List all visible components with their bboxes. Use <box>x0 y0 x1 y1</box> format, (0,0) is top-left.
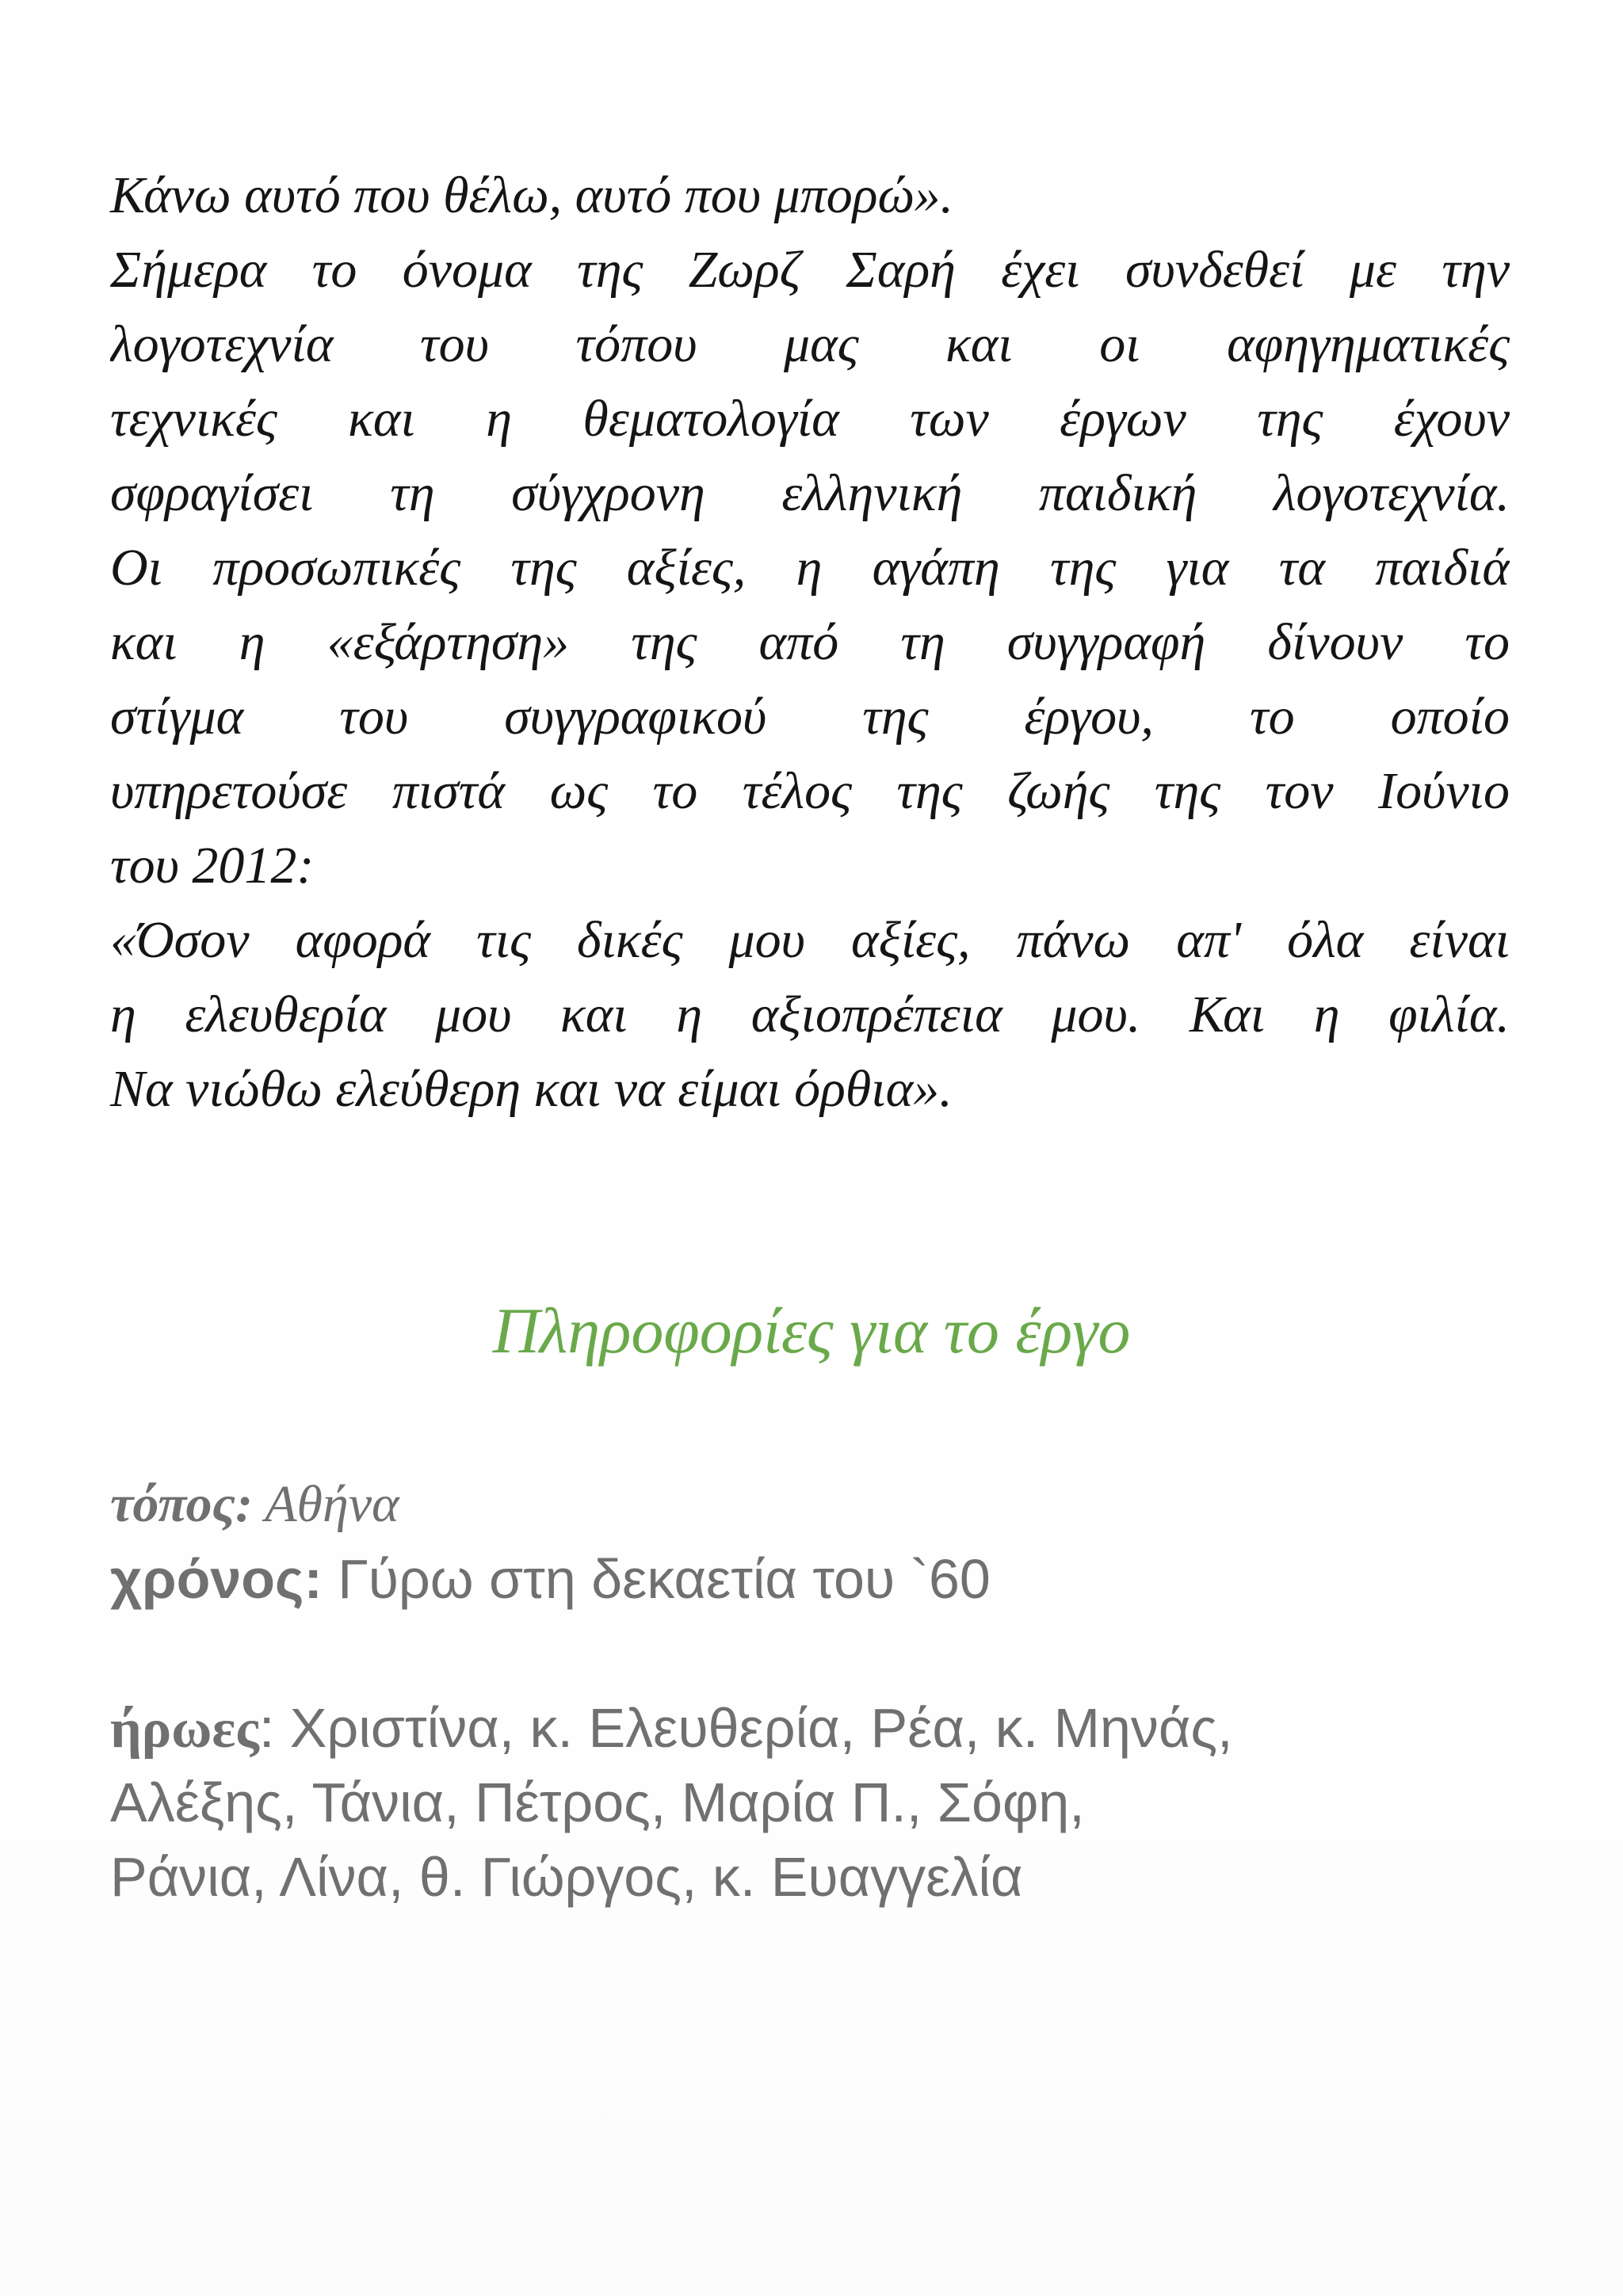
time-value: Γύρω στη δεκαετία του `60 <box>322 1548 991 1610</box>
body-line: λογοτεχνία του τόπου μας και οι αφηγηματικές <box>110 315 1510 373</box>
body-line: στίγμα του συγγραφικού της έργου, το οποίο <box>110 688 1510 746</box>
heroes-label: ήρωες <box>110 1699 259 1760</box>
heroes-line <box>110 1691 1537 1765</box>
place-value: Αθήνα <box>252 1475 399 1533</box>
body-line: και η «εξάρτηση» της από τη συγγραφή δίνουν το <box>110 613 1510 671</box>
heroes-names: : Χριστίνα, κ. Ελευθερία, Ρέα, κ. Μηνάς, <box>258 1697 1233 1759</box>
time-label: χρόνος: <box>110 1548 323 1610</box>
body-line: η ελευθερία μου και η αξιοπρέπεια μου. Και η φιλία. <box>110 986 1510 1043</box>
body-line: υπηρετούσε πιστά ως το τέλος της ζωής της τον Ιούνιο <box>110 762 1510 820</box>
heroes-line: Ράνια, Λίνα, θ. Γιώργος, κ. Ευαγγελία <box>110 1846 1023 1908</box>
body-line: σφραγίσει τη σύγχρονη ελληνική παιδική λογοτεχνία. <box>110 464 1510 522</box>
heroes-line: Αλέξης, Τάνια, Πέτρος, Μαρία Π., Σόφη, <box>110 1772 1085 1833</box>
time-row <box>110 1542 1537 1616</box>
place-label: τόπος: <box>110 1475 253 1533</box>
body-line: του 2012: <box>110 837 315 894</box>
body-text <box>110 158 1510 1127</box>
body-line: Να νιώθω ελεύθερη και να είμαι όρθια». <box>110 1060 953 1118</box>
work-info <box>110 1467 1537 1914</box>
body-line: Οι προσωπικές της αξίες, η αγάπη της για τα παιδιά <box>110 539 1510 597</box>
body-line: τεχνικές και η θεματολογία των έργων της έχουν <box>110 390 1510 448</box>
heroes-block <box>110 1691 1537 1914</box>
body-line: Κάνω αυτό που θέλω, αυτό που μπορώ». <box>110 166 954 224</box>
body-line: «Όσον αφορά τις δικές μου αξίες, πάνω απ' όλα είναι <box>110 911 1510 969</box>
section-title: Πληροφορίες για το έργο <box>492 1295 1131 1367</box>
place-row <box>110 1467 1537 1542</box>
body-line: Σήμερα το όνομα της Ζωρζ Σαρή έχει συνδεθεί με την <box>110 241 1510 299</box>
